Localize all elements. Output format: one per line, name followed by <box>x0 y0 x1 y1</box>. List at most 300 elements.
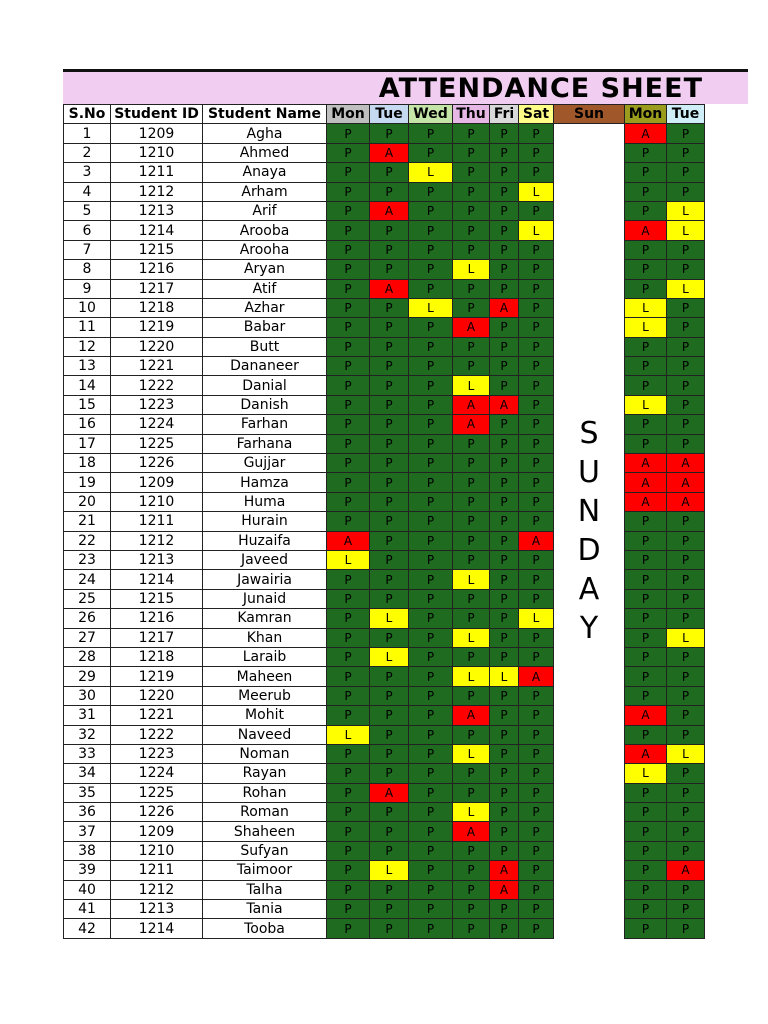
serial-number-cell: 28 <box>64 647 111 666</box>
serial-number-cell: 21 <box>64 512 111 531</box>
header-day-sat: Sat <box>519 105 554 124</box>
attendance-cell: P <box>370 240 409 259</box>
student-id-cell: 1219 <box>111 318 203 337</box>
student-id-cell: 1215 <box>111 589 203 608</box>
attendance-cell: L <box>409 163 453 182</box>
student-name-cell: Mohit <box>203 706 327 725</box>
attendance-cell: L <box>490 667 519 686</box>
attendance-cell: L <box>667 628 705 647</box>
attendance-cell: P <box>453 686 490 705</box>
attendance-cell: P <box>667 783 705 802</box>
attendance-cell: P <box>625 803 667 822</box>
student-id-cell: 1215 <box>111 240 203 259</box>
attendance-cell: P <box>370 667 409 686</box>
attendance-cell: P <box>519 686 554 705</box>
attendance-cell: P <box>625 609 667 628</box>
attendance-cell: P <box>370 570 409 589</box>
attendance-cell: P <box>667 512 705 531</box>
attendance-cell: P <box>409 570 453 589</box>
attendance-cell: P <box>453 492 490 511</box>
serial-number-cell: 3 <box>64 163 111 182</box>
student-id-cell: 1209 <box>111 822 203 841</box>
attendance-cell: P <box>519 492 554 511</box>
attendance-cell: L <box>667 201 705 220</box>
attendance-cell: L <box>453 744 490 763</box>
attendance-cell: P <box>625 880 667 899</box>
attendance-cell: P <box>625 725 667 744</box>
attendance-cell: P <box>327 841 370 860</box>
attendance-cell: P <box>409 124 453 143</box>
serial-number-cell: 38 <box>64 841 111 860</box>
attendance-cell: P <box>370 357 409 376</box>
student-name-cell: Khan <box>203 628 327 647</box>
attendance-cell: P <box>667 415 705 434</box>
student-id-cell: 1224 <box>111 415 203 434</box>
serial-number-cell: 2 <box>64 143 111 162</box>
attendance-cell: P <box>409 201 453 220</box>
attendance-cell: P <box>327 803 370 822</box>
student-name-cell: Atif <box>203 279 327 298</box>
attendance-cell: P <box>667 880 705 899</box>
student-name-cell: Meerub <box>203 686 327 705</box>
attendance-cell: P <box>453 143 490 162</box>
student-id-cell: 1213 <box>111 201 203 220</box>
attendance-cell: P <box>667 337 705 356</box>
serial-number-cell: 20 <box>64 492 111 511</box>
student-id-cell: 1216 <box>111 260 203 279</box>
attendance-cell: P <box>625 279 667 298</box>
attendance-cell: P <box>370 163 409 182</box>
attendance-cell: P <box>409 415 453 434</box>
attendance-cell: P <box>370 454 409 473</box>
attendance-cell: P <box>327 240 370 259</box>
serial-number-cell: 5 <box>64 201 111 220</box>
attendance-cell: P <box>519 201 554 220</box>
attendance-cell: P <box>519 318 554 337</box>
attendance-cell: P <box>409 725 453 744</box>
attendance-cell: P <box>519 783 554 802</box>
serial-number-cell: 19 <box>64 473 111 492</box>
serial-number-cell: 32 <box>64 725 111 744</box>
attendance-cell: P <box>370 182 409 201</box>
attendance-cell: L <box>453 376 490 395</box>
student-id-cell: 1218 <box>111 298 203 317</box>
student-name-cell: Javeed <box>203 550 327 569</box>
attendance-cell: P <box>327 473 370 492</box>
attendance-cell: P <box>490 260 519 279</box>
attendance-cell: P <box>625 240 667 259</box>
attendance-cell: A <box>370 279 409 298</box>
attendance-cell: P <box>370 900 409 919</box>
attendance-cell: P <box>409 473 453 492</box>
attendance-cell: P <box>519 841 554 860</box>
attendance-cell: P <box>370 221 409 240</box>
attendance-cell: P <box>490 550 519 569</box>
attendance-cell: P <box>519 124 554 143</box>
attendance-cell: P <box>625 512 667 531</box>
attendance-cell: P <box>519 822 554 841</box>
attendance-cell: P <box>327 395 370 414</box>
attendance-cell: P <box>667 686 705 705</box>
student-name-cell: Danish <box>203 395 327 414</box>
attendance-cell: L <box>453 570 490 589</box>
attendance-cell: L <box>370 609 409 628</box>
student-name-cell: Rohan <box>203 783 327 802</box>
attendance-cell: P <box>327 628 370 647</box>
attendance-cell: P <box>453 357 490 376</box>
attendance-cell: P <box>519 434 554 453</box>
attendance-cell: P <box>519 279 554 298</box>
attendance-cell: P <box>327 667 370 686</box>
attendance-cell: P <box>453 550 490 569</box>
attendance-cell: P <box>667 706 705 725</box>
header-day-sun: Sun <box>554 105 625 124</box>
attendance-cell: P <box>625 143 667 162</box>
attendance-cell: P <box>327 415 370 434</box>
header-day-tue-2: Tue <box>667 105 705 124</box>
attendance-cell: P <box>327 764 370 783</box>
student-name-cell: Roman <box>203 803 327 822</box>
attendance-cell: P <box>519 357 554 376</box>
serial-number-cell: 22 <box>64 531 111 550</box>
attendance-cell: P <box>490 376 519 395</box>
attendance-cell: P <box>370 260 409 279</box>
student-name-cell: Gujjar <box>203 454 327 473</box>
student-id-cell: 1225 <box>111 434 203 453</box>
attendance-cell: P <box>490 783 519 802</box>
attendance-cell: P <box>453 124 490 143</box>
attendance-cell: P <box>490 318 519 337</box>
attendance-cell: P <box>453 609 490 628</box>
student-name-cell: Azhar <box>203 298 327 317</box>
attendance-cell: A <box>370 143 409 162</box>
serial-number-cell: 24 <box>64 570 111 589</box>
attendance-cell: P <box>453 764 490 783</box>
student-id-cell: 1217 <box>111 279 203 298</box>
serial-number-cell: 31 <box>64 706 111 725</box>
attendance-cell: P <box>625 589 667 608</box>
student-id-cell: 1223 <box>111 395 203 414</box>
attendance-cell: P <box>519 589 554 608</box>
student-name-cell: Anaya <box>203 163 327 182</box>
attendance-cell: P <box>490 337 519 356</box>
attendance-cell: P <box>625 628 667 647</box>
attendance-cell: L <box>667 279 705 298</box>
serial-number-cell: 12 <box>64 337 111 356</box>
attendance-cell: P <box>490 570 519 589</box>
attendance-cell: P <box>519 240 554 259</box>
attendance-cell: P <box>625 570 667 589</box>
attendance-cell: P <box>490 124 519 143</box>
student-id-cell: 1213 <box>111 550 203 569</box>
serial-number-cell: 33 <box>64 744 111 763</box>
attendance-cell: A <box>625 124 667 143</box>
attendance-cell: P <box>519 744 554 763</box>
attendance-cell: P <box>327 822 370 841</box>
attendance-cell: L <box>453 628 490 647</box>
serial-number-cell: 16 <box>64 415 111 434</box>
attendance-cell: P <box>667 240 705 259</box>
serial-number-cell: 36 <box>64 803 111 822</box>
attendance-cell: P <box>409 744 453 763</box>
attendance-cell: P <box>370 531 409 550</box>
attendance-cell: P <box>667 725 705 744</box>
student-name-cell: Danial <box>203 376 327 395</box>
attendance-cell: L <box>519 609 554 628</box>
attendance-cell: A <box>453 706 490 725</box>
attendance-cell: P <box>409 628 453 647</box>
attendance-cell: P <box>453 861 490 880</box>
attendance-cell: P <box>667 143 705 162</box>
student-name-cell: Arooba <box>203 221 327 240</box>
attendance-cell: P <box>327 318 370 337</box>
attendance-cell: A <box>327 531 370 550</box>
attendance-cell: A <box>625 221 667 240</box>
attendance-cell: P <box>327 201 370 220</box>
attendance-cell: P <box>409 783 453 802</box>
attendance-cell: P <box>453 163 490 182</box>
attendance-cell: P <box>370 434 409 453</box>
student-name-cell: Taimoor <box>203 861 327 880</box>
attendance-cell: P <box>327 182 370 201</box>
table-row <box>64 124 705 143</box>
attendance-cell: P <box>327 260 370 279</box>
attendance-cell: P <box>327 609 370 628</box>
serial-number-cell: 39 <box>64 861 111 880</box>
student-id-cell: 1216 <box>111 609 203 628</box>
attendance-cell: P <box>327 570 370 589</box>
attendance-cell: P <box>370 512 409 531</box>
serial-number-cell: 15 <box>64 395 111 414</box>
student-id-cell: 1209 <box>111 124 203 143</box>
serial-number-cell: 30 <box>64 686 111 705</box>
attendance-cell: P <box>327 512 370 531</box>
student-id-cell: 1221 <box>111 706 203 725</box>
attendance-cell: P <box>519 337 554 356</box>
attendance-cell: P <box>490 512 519 531</box>
attendance-cell: L <box>327 550 370 569</box>
attendance-cell: P <box>519 550 554 569</box>
sunday-column <box>554 124 625 938</box>
attendance-cell: A <box>490 298 519 317</box>
title-bar <box>63 69 748 104</box>
attendance-cell: P <box>370 803 409 822</box>
student-name-cell: Jawairia <box>203 570 327 589</box>
attendance-cell: P <box>667 124 705 143</box>
attendance-cell: P <box>327 298 370 317</box>
attendance-cell: P <box>490 240 519 259</box>
attendance-cell: P <box>327 143 370 162</box>
serial-number-cell: 14 <box>64 376 111 395</box>
attendance-cell: P <box>327 880 370 899</box>
attendance-cell: P <box>490 415 519 434</box>
attendance-cell: L <box>453 667 490 686</box>
attendance-cell: P <box>453 531 490 550</box>
attendance-rows <box>64 124 705 938</box>
attendance-cell: P <box>409 647 453 666</box>
attendance-cell: P <box>667 589 705 608</box>
student-name-cell: Arham <box>203 182 327 201</box>
attendance-cell: P <box>490 686 519 705</box>
attendance-cell: P <box>370 376 409 395</box>
attendance-cell: P <box>453 725 490 744</box>
attendance-cell: P <box>625 201 667 220</box>
attendance-cell: P <box>519 880 554 899</box>
attendance-cell: A <box>625 454 667 473</box>
attendance-cell: P <box>490 919 519 938</box>
serial-number-cell: 13 <box>64 357 111 376</box>
attendance-cell: P <box>453 512 490 531</box>
attendance-cell: P <box>409 376 453 395</box>
attendance-cell: P <box>370 415 409 434</box>
student-name-cell: Babar <box>203 318 327 337</box>
student-id-cell: 1214 <box>111 919 203 938</box>
attendance-cell: P <box>519 861 554 880</box>
student-name-cell: Tania <box>203 900 327 919</box>
attendance-cell: P <box>490 492 519 511</box>
attendance-cell: P <box>625 686 667 705</box>
attendance-cell: P <box>370 550 409 569</box>
attendance-cell: L <box>667 221 705 240</box>
attendance-cell: P <box>490 822 519 841</box>
serial-number-cell: 1 <box>64 124 111 143</box>
attendance-cell: P <box>667 803 705 822</box>
student-id-cell: 1226 <box>111 454 203 473</box>
serial-number-cell: 35 <box>64 783 111 802</box>
attendance-cell: P <box>409 357 453 376</box>
attendance-cell: P <box>409 686 453 705</box>
attendance-cell: P <box>667 764 705 783</box>
attendance-cell: P <box>409 240 453 259</box>
attendance-cell: P <box>625 550 667 569</box>
attendance-cell: P <box>625 260 667 279</box>
attendance-cell: P <box>409 803 453 822</box>
attendance-cell: P <box>409 221 453 240</box>
attendance-cell: P <box>667 900 705 919</box>
attendance-cell: L <box>625 318 667 337</box>
serial-number-cell: 10 <box>64 298 111 317</box>
attendance-cell: P <box>490 628 519 647</box>
attendance-cell: A <box>370 783 409 802</box>
attendance-cell: P <box>409 900 453 919</box>
student-id-cell: 1219 <box>111 667 203 686</box>
attendance-cell: P <box>409 531 453 550</box>
attendance-cell: P <box>409 764 453 783</box>
attendance-cell: L <box>625 395 667 414</box>
student-name-cell: Rayan <box>203 764 327 783</box>
attendance-cell: P <box>370 318 409 337</box>
attendance-cell: P <box>327 783 370 802</box>
attendance-cell: P <box>370 919 409 938</box>
attendance-cell: L <box>625 764 667 783</box>
attendance-cell: A <box>625 744 667 763</box>
student-id-cell: 1223 <box>111 744 203 763</box>
attendance-cell: P <box>490 434 519 453</box>
student-id-cell: 1221 <box>111 357 203 376</box>
header-day-wed: Wed <box>409 105 453 124</box>
attendance-cell: P <box>327 454 370 473</box>
serial-number-cell: 42 <box>64 919 111 938</box>
serial-number-cell: 41 <box>64 900 111 919</box>
attendance-cell: P <box>519 163 554 182</box>
attendance-cell: P <box>519 706 554 725</box>
attendance-cell: P <box>453 240 490 259</box>
attendance-cell: P <box>453 201 490 220</box>
attendance-cell: P <box>409 318 453 337</box>
attendance-cell: P <box>490 900 519 919</box>
attendance-cell: A <box>453 318 490 337</box>
attendance-cell: P <box>453 783 490 802</box>
student-id-cell: 1225 <box>111 783 203 802</box>
attendance-cell: A <box>490 395 519 414</box>
attendance-cell: P <box>370 473 409 492</box>
student-name-cell: Hamza <box>203 473 327 492</box>
attendance-cell: A <box>667 861 705 880</box>
attendance-cell: P <box>490 279 519 298</box>
attendance-cell: P <box>409 919 453 938</box>
serial-number-cell: 6 <box>64 221 111 240</box>
attendance-cell: P <box>490 182 519 201</box>
attendance-cell: P <box>490 221 519 240</box>
attendance-cell: P <box>327 492 370 511</box>
sunday-label: SUNDAY <box>577 416 601 647</box>
student-name-cell: Aryan <box>203 260 327 279</box>
attendance-cell: A <box>667 454 705 473</box>
attendance-cell: P <box>490 454 519 473</box>
attendance-cell: P <box>519 415 554 434</box>
attendance-cell: P <box>327 706 370 725</box>
student-name-cell: Naveed <box>203 725 327 744</box>
attendance-cell: P <box>667 531 705 550</box>
attendance-cell: P <box>453 647 490 666</box>
student-name-cell: Noman <box>203 744 327 763</box>
student-name-cell: Butt <box>203 337 327 356</box>
serial-number-cell: 27 <box>64 628 111 647</box>
attendance-cell: P <box>667 647 705 666</box>
attendance-cell: P <box>453 182 490 201</box>
attendance-cell: P <box>453 919 490 938</box>
student-id-cell: 1212 <box>111 182 203 201</box>
attendance-cell: P <box>370 880 409 899</box>
attendance-cell: P <box>667 182 705 201</box>
serial-number-cell: 37 <box>64 822 111 841</box>
serial-number-cell: 25 <box>64 589 111 608</box>
attendance-cell: P <box>519 628 554 647</box>
header-day-fri: Fri <box>490 105 519 124</box>
attendance-cell: P <box>409 434 453 453</box>
student-id-cell: 1209 <box>111 473 203 492</box>
attendance-cell: P <box>327 900 370 919</box>
attendance-cell: P <box>370 395 409 414</box>
student-name-cell: Farhan <box>203 415 327 434</box>
attendance-cell: P <box>519 473 554 492</box>
attendance-cell: P <box>625 919 667 938</box>
attendance-cell: P <box>490 647 519 666</box>
attendance-cell: P <box>490 201 519 220</box>
attendance-cell: P <box>519 260 554 279</box>
header-sno: S.No <box>64 105 111 124</box>
student-id-cell: 1214 <box>111 570 203 589</box>
attendance-cell: P <box>327 124 370 143</box>
serial-number-cell: 8 <box>64 260 111 279</box>
attendance-cell: P <box>327 279 370 298</box>
attendance-cell: P <box>370 744 409 763</box>
attendance-cell: P <box>453 900 490 919</box>
attendance-cell: P <box>625 783 667 802</box>
student-id-cell: 1220 <box>111 686 203 705</box>
attendance-cell: P <box>409 260 453 279</box>
attendance-cell: P <box>625 357 667 376</box>
